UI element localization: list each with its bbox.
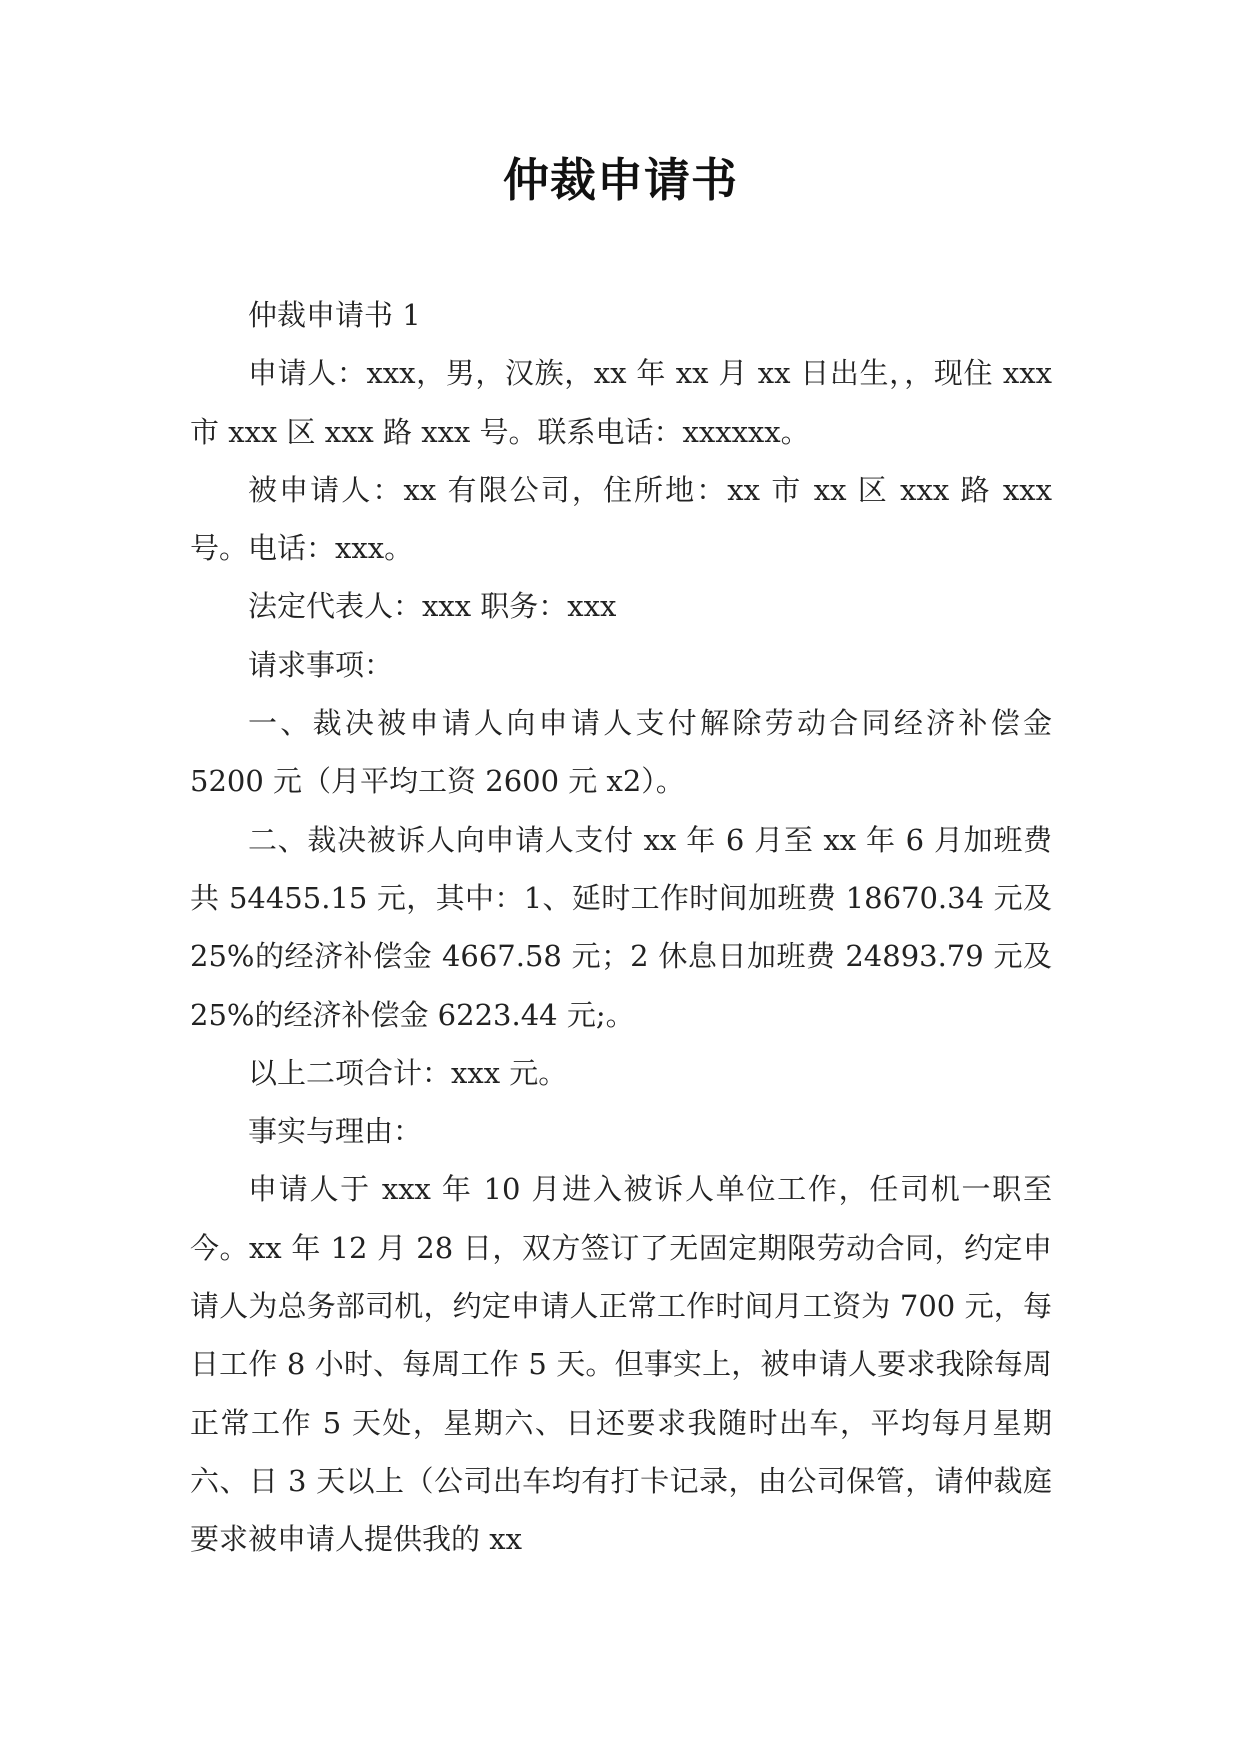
- paragraph-respondent: 被申请人：xx 有限公司，住所地：xx 市 xx 区 xxx 路 xxx 号。电话：xxx。: [190, 472, 1052, 566]
- paragraph-claim-two: 二、裁决被诉人向申请人支付 xx 年 6 月至 xx 年 6 月加班费共 54455.15 元，其中：1、延时工作时间加班费 18670.34 元及 25%的经济补偿金 4667.58 元；2 休息日加班费 24893.79 元及 25%的经济补偿金 6223.44 元;。: [190, 822, 1052, 1032]
- document-body: [190, 286, 1052, 1569]
- paragraph-legal-representative: 法定代表人：xxx 职务：xxx: [248, 589, 617, 624]
- paragraph-total: 以上二项合计：xxx 元。: [248, 1055, 568, 1090]
- paragraph-facts-heading: 事实与理由：: [248, 1114, 423, 1149]
- paragraph-facts: 申请人于 xxx 年 10 月进入被诉人单位工作，任司机一职至今。xx 年 12 月 28 日，双方签订了无固定期限劳动合同，约定申请人为总务部司机，约定申请人正常工作时间月工资为 700 元，每日工作 8 小时、每周工作 5 天。但事实上，被申请人要求我除每周正常工作 5 天处，星期六、日还要求我随时出车，平均每月星期六、日 3 天以上（公司出车均有打卡记录，由公司保管，请仲裁庭要求被申请人提供我的 xx: [190, 1172, 1052, 1557]
- paragraph-heading: 仲裁申请书 1: [248, 298, 421, 332]
- paragraph-applicant: 申请人：xxx，男，汉族，xx 年 xx 月 xx 日出生，，现住 xxx 市 xxx 区 xxx 路 xxx 号。联系电话：xxxxxx。: [190, 356, 1052, 449]
- document-title: 仲裁申请书: [503, 153, 738, 207]
- paragraph-claim-one: 一、裁决被申请人向申请人支付解除劳动合同经济补偿金 5200 元（月平均工资 2600 元 x2）。: [190, 706, 1052, 799]
- paragraph-claims-heading: 请求事项：: [248, 647, 394, 682]
